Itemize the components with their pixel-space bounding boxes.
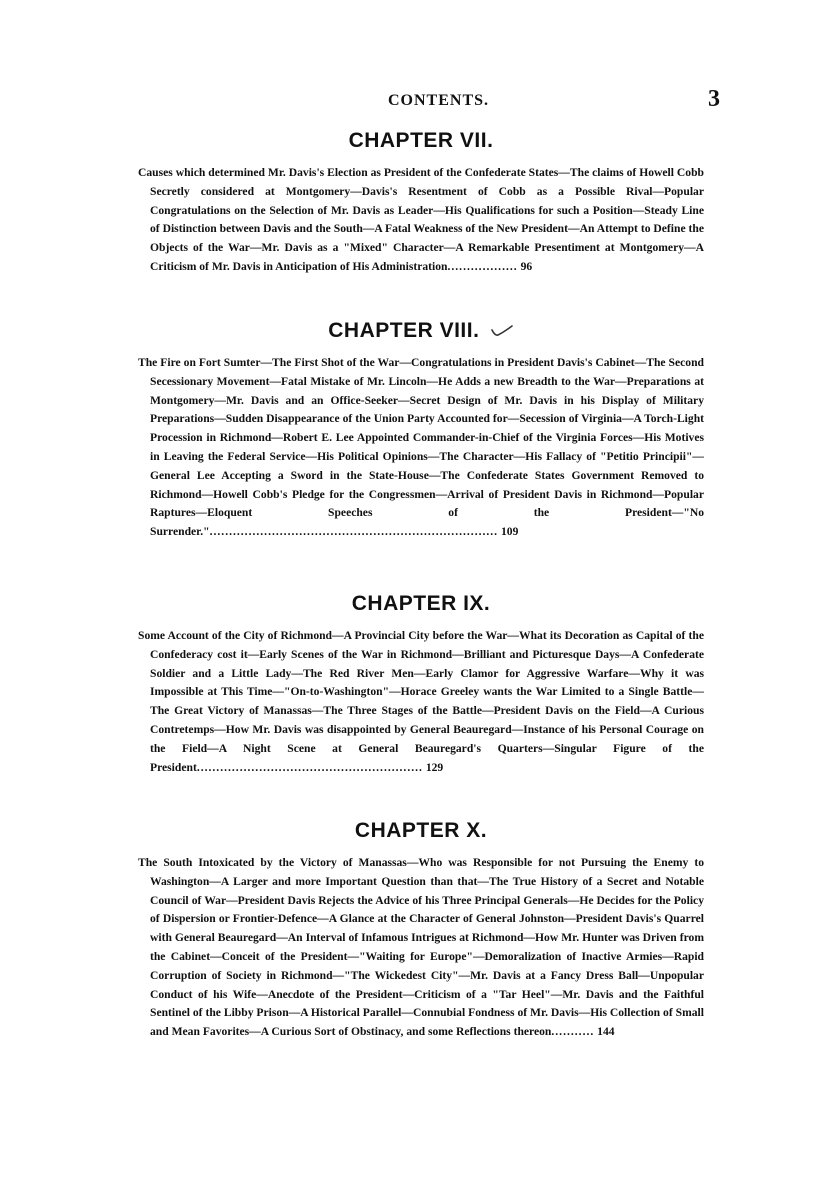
chapter-7-entry: [138, 128, 704, 277]
page-reference: 96: [520, 259, 533, 273]
chapter-heading: [138, 318, 704, 344]
chapter-heading-text: CHAPTER VII.: [348, 129, 494, 152]
chapter-10-entry: [138, 818, 704, 1042]
chapter-heading: [138, 818, 704, 844]
chapter-heading: [138, 128, 704, 154]
chapter-heading-text: CHAPTER X.: [354, 819, 488, 842]
synopsis-text: Some Account of the City of Richmond—A Provincial City before the War—What its Decoration as Capital of the Confederacy cost it—Early Scenes of the War in Richmond—Brilliant and Picturesque Days—A Confederate Soldier and a Little Lady—The Red River Men—Early Clamor for Aggressive Warfare—Why it was Impossible at This Time—"On-to-Washington"—Horace Greeley wants the War Limited to a Single Battle—The Great Victory of Manassas—The Three Stages of the Battle—President Davis on the Field—A Curious Contretemps—How Mr. Davis was disappointed by General Beauregard—Instance of his Personal Courage on the Field—A Night Scene at General Beauregard's Quarters—Singular Figure of the President: [138, 629, 704, 774]
chapter-heading: [138, 591, 704, 617]
synopsis-text: The Fire on Fort Sumter—The First Shot of the War—Congratulations in President Davis's Cabinet—The Second Secessionary Movement—Fatal Mistake of Mr. Lincoln—He Adds a new Breadth to the War—Preparations at Montgomery—Mr. Davis and an Office-Seeker—Secret Design of Mr. Davis in his Display of Military Preparations—Sudden Disappearance of the Union Party Accounted for—Secession of Virginia—A Torch-Light Procession in Richmond—Robert E. Lee Appointed Commander-in-Chief of the Virginia Forces—His Motives in Leaving the Federal Service—His Political Opinions—The Character—His Fallacy of "Petitio Principii"—General Lee Accepting a Sword in the State-House—The Confederate States Government Removed to Richmond—Howell Cobb's Pledge for the Congressmen—Arrival of President Davis in Richmond—Popular Raptures—Eloquent Speeches of the President—"No Surrender.": [138, 356, 704, 539]
synopsis-text: The South Intoxicated by the Victory of Manassas—Who was Responsible for not Pursuing the Enemy to Washington—A Larger and more Important Question than that—The True History of a Secret and Notable Council of War—President Davis Rejects the Advice of his Three Principal Generals—He Decides for the Policy of Dispersion or Frontier-Defence—A Glance at the Character of General Johnston—President Davis's Quarrel with General Beauregard—An Interval of Infamous Intrigues at Richmond—How Mr. Hunter was Driven from the Cabinet—Conceit of the President—"Waiting for Europe"—Demoralization of Inactive Armies—Rapid Corruption of Society in Richmond—"The Wickedest City"—Mr. Davis at a Fancy Dress Ball—Unpopular Conduct of his Wife—Anecdote of the President—Criticism of a "Tar Heel"—Mr. Davis and the Faithful Sentinel of the Libby Prison—A Historical Parallel—Connubial Fondness of Mr. Davis—His Collection of Small and Mean Favorites—A Curious Sort of Obstinacy, and some Reflections thereon: [138, 856, 704, 1039]
running-header: [0, 86, 840, 114]
page-reference: 129: [425, 760, 444, 774]
chapter-synopsis: [138, 164, 704, 277]
page-number: 3: [708, 86, 720, 112]
chapter-synopsis: [138, 854, 704, 1042]
page-reference: 144: [597, 1025, 615, 1039]
chapter-heading-text: CHAPTER IX.: [351, 592, 491, 615]
dot-leader: ..........................................................................: [209, 525, 499, 539]
chapter-synopsis: [138, 627, 704, 777]
dot-leader: ..................: [447, 259, 518, 273]
running-title: CONTENTS.: [388, 92, 490, 109]
chapter-synopsis: [138, 354, 704, 542]
synopsis-text: Causes which determined Mr. Davis's Election as President of the Confederate States—The claims of Howell Cobb Secretly considered at Montgomery—Davis's Resentment of Cobb as a Possible Rival—Popular Congratulations on the Selection of Mr. Davis as Leader—His Qualifications for such a Position—Steady Line of Distinction between Davis and the South—A Fatal Weakness of the New President—An Attempt to Define the Objects of the War—Mr. Davis as a "Mixed" Character—A Remarkable Presentiment at Montgomery—A Criticism of Mr. Davis in Anticipation of His Administration: [138, 166, 704, 273]
handwritten-check-mark-icon: [490, 324, 514, 338]
chapter-heading-text: CHAPTER VIII.: [328, 319, 480, 342]
chapter-8-entry: [138, 318, 704, 542]
dot-leader: ..........................................................: [196, 760, 423, 774]
dot-leader: ...........: [551, 1025, 595, 1039]
chapter-9-entry: [138, 591, 704, 777]
page-reference: 109: [500, 525, 519, 539]
